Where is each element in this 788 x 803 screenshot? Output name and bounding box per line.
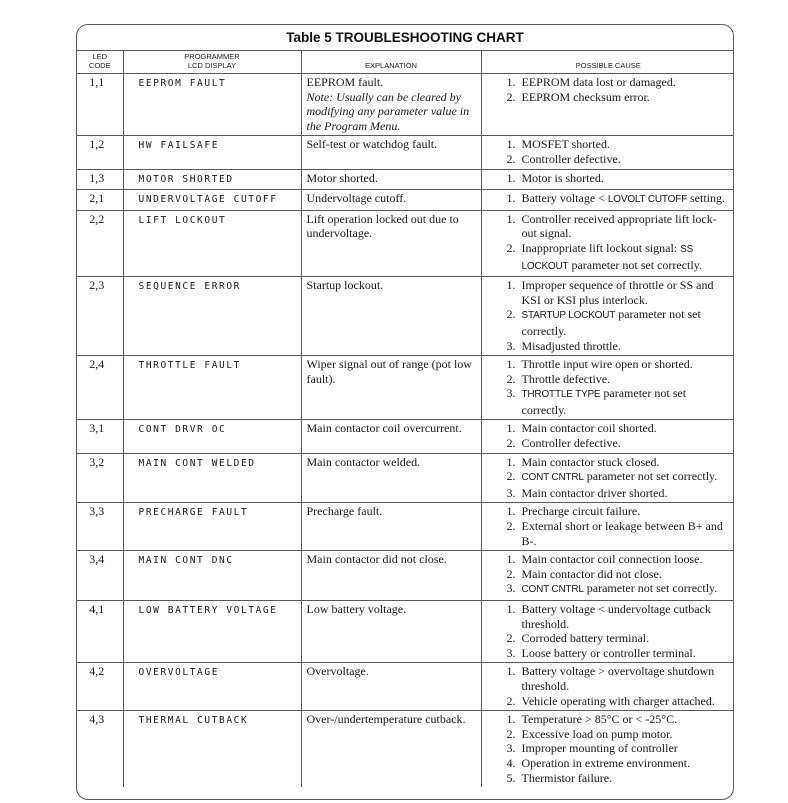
- explanation-cell: [301, 503, 481, 551]
- cause-item: [519, 386, 732, 417]
- lcd-display-cell: SEQUENCE ERROR: [123, 277, 301, 356]
- explanation-text: Self-test or watchdog fault.: [306, 137, 438, 152]
- cause-list: [486, 602, 732, 660]
- cause-list: [486, 664, 732, 708]
- cause-item: 2. Corroded battery terminal.: [519, 631, 732, 646]
- table-row: [77, 551, 734, 601]
- table-row: [77, 601, 734, 663]
- possible-cause-cell: [481, 420, 734, 453]
- cause-item: 1. Improper sequence of throttle or SS and KSI or KSI plus interlock.: [519, 278, 732, 307]
- cause-item: 2. Vehicle operating with charger attached.: [519, 694, 732, 709]
- table-row: [77, 453, 734, 503]
- explanation-cell: [301, 136, 481, 169]
- parameter-name: STARTUP LOCKOUT: [521, 310, 616, 322]
- possible-cause-cell: [481, 601, 734, 663]
- cause-item: 1. Main contactor coil shorted.: [519, 421, 732, 436]
- explanation-cell: [301, 453, 481, 503]
- led-code-cell: 3,4: [77, 551, 123, 601]
- cause-text: parameter not set correctly.: [521, 386, 687, 417]
- explanation-cell: [301, 711, 481, 787]
- possible-cause-cell: [481, 503, 734, 551]
- cause-text: Inappropriate lift lockout signal:: [521, 240, 681, 255]
- table-row: [77, 210, 734, 276]
- explanation-cell: [301, 277, 481, 356]
- cause-text: Battery voltage <: [521, 191, 608, 206]
- cause-item: [519, 581, 732, 598]
- led-code-cell: 3,1: [77, 420, 123, 453]
- lcd-display-cell: UNDERVOLTAGE CUTOFF: [123, 190, 301, 211]
- cause-item: [519, 191, 732, 208]
- table-row: [77, 711, 734, 787]
- cause-item: 1. Throttle input wire open or shorted.: [519, 357, 732, 372]
- possible-cause-cell: [481, 210, 734, 276]
- explanation-cell: [301, 190, 481, 211]
- table-row: [77, 190, 734, 211]
- cause-item: 3. Loose battery or controller terminal.: [519, 646, 732, 661]
- parameter-name: CONT CNTRL: [521, 472, 584, 484]
- cause-text: setting.: [687, 191, 726, 206]
- led-code-cell: 1,3: [77, 169, 123, 190]
- cause-list: [486, 552, 732, 598]
- explanation-cell: [301, 420, 481, 453]
- cause-text: parameter not set correctly.: [583, 469, 718, 484]
- led-code-cell: 3,3: [77, 503, 123, 551]
- cause-text: parameter not set correctly.: [583, 581, 718, 596]
- explanation-cell: [301, 210, 481, 276]
- cause-item: 5. Thermistor failure.: [519, 771, 732, 786]
- header-led-code: LED CODE: [77, 51, 123, 74]
- explanation-text: Wiper signal out of range (pot low fault).: [306, 357, 472, 386]
- cause-list: [486, 421, 732, 450]
- explanation-cell: [301, 551, 481, 601]
- cause-list: [486, 712, 732, 785]
- cause-item: [519, 307, 732, 338]
- table-row: [77, 74, 734, 136]
- cause-item: 1. MOSFET shorted.: [519, 137, 732, 152]
- lcd-display-cell: PRECHARGE FAULT: [123, 503, 301, 551]
- lcd-display-cell: OVERVOLTAGE: [123, 663, 301, 711]
- led-code-cell: 4,1: [77, 601, 123, 663]
- led-code-cell: 4,2: [77, 663, 123, 711]
- explanation-text: Low battery voltage.: [306, 602, 407, 616]
- table-row: [77, 503, 734, 551]
- cause-item: 1. Battery voltage > overvoltage shutdown threshold.: [519, 664, 732, 693]
- cause-item: 1. Controller received appropriate lift lock-out signal.: [519, 212, 732, 241]
- table-row: [77, 169, 734, 190]
- header-possible-cause: POSSIBLE CAUSE: [481, 51, 734, 74]
- lcd-display-cell: MOTOR SHORTED: [123, 169, 301, 190]
- explanation-text: Main contactor welded.: [306, 454, 421, 469]
- table-row: [77, 136, 734, 169]
- cause-item: 2. EEPROM checksum error.: [519, 90, 732, 105]
- explanation-text: Over-/undertemperature cutback.: [306, 712, 466, 727]
- explanation-text: Overvoltage.: [306, 664, 369, 679]
- cause-item: 2. Controller defective.: [519, 152, 732, 167]
- cause-item: 3. Main contactor driver shorted.: [519, 486, 732, 501]
- header-lcd-display: PROGRAMMER LCD DISPLAY: [123, 51, 301, 74]
- table-row: [77, 277, 734, 356]
- possible-cause-cell: [481, 551, 734, 601]
- possible-cause-cell: [481, 169, 734, 190]
- cause-item: 1. Main contactor stuck closed.: [519, 455, 732, 470]
- explanation-text: Undervoltage cutoff.: [306, 191, 407, 206]
- cause-list: [486, 191, 732, 208]
- table-row: [77, 356, 734, 420]
- cause-item: [519, 469, 732, 486]
- cause-item: 2. Excessive load on pump motor.: [519, 727, 732, 742]
- lcd-display-cell: LIFT LOCKOUT: [123, 210, 301, 276]
- cause-list: [486, 75, 732, 104]
- cause-item: 1. Temperature > 85°C or < -25°C.: [519, 712, 732, 727]
- parameter-name: THROTTLE TYPE: [521, 389, 601, 401]
- header-explanation: EXPLANATION: [301, 51, 481, 74]
- cause-item: 4. Operation in extreme environment.: [519, 756, 732, 771]
- cause-item: 2. Throttle defective.: [519, 372, 732, 387]
- table-title: Table 5 TROUBLESHOOTING CHART: [77, 25, 733, 51]
- cause-list: [486, 455, 732, 501]
- cause-item: 1. EEPROM data lost or damaged.: [519, 75, 732, 90]
- possible-cause-cell: [481, 663, 734, 711]
- parameter-name: CONT CNTRL: [521, 584, 584, 596]
- possible-cause-cell: [481, 711, 734, 787]
- explanation-text: Precharge fault.: [306, 504, 383, 519]
- led-code-cell: 2,2: [77, 210, 123, 276]
- cause-item: [519, 241, 732, 274]
- explanation-text: Startup lockout.: [306, 278, 384, 293]
- possible-cause-cell: [481, 136, 734, 169]
- cause-text: parameter not set correctly.: [521, 307, 701, 338]
- possible-cause-cell: [481, 277, 734, 356]
- explanation-cell: [301, 601, 481, 663]
- cause-item: 1. Precharge circuit failure.: [519, 504, 732, 519]
- cause-item: 1. Motor is shorted.: [519, 171, 732, 186]
- lcd-display-cell: THERMAL CUTBACK: [123, 711, 301, 787]
- table-row: [77, 663, 734, 711]
- possible-cause-cell: [481, 74, 734, 136]
- header-row: [77, 51, 734, 74]
- cause-list: [486, 504, 732, 548]
- led-code-cell: 2,4: [77, 356, 123, 420]
- led-code-cell: 1,2: [77, 136, 123, 169]
- cause-list: [486, 171, 732, 186]
- explanation-note: Note: Usually can be cleared by modifying any parameter value in the Program Menu.: [306, 89, 470, 133]
- led-code-cell: 4,3: [77, 711, 123, 787]
- explanation-cell: [301, 169, 481, 190]
- cause-item: 1. Main contactor coil connection loose.: [519, 552, 732, 567]
- explanation-text: EEPROM fault.: [306, 75, 384, 89]
- troubleshooting-table-panel: [76, 24, 734, 800]
- explanation-text: Lift operation locked out due to undervoltage.: [306, 211, 459, 241]
- led-code-cell: 2,3: [77, 277, 123, 356]
- lcd-display-cell: MAIN CONT DNC: [123, 551, 301, 601]
- cause-text: parameter not set correctly.: [568, 257, 702, 272]
- lcd-display-cell: MAIN CONT WELDED: [123, 453, 301, 503]
- possible-cause-cell: [481, 190, 734, 211]
- explanation-text: Motor shorted.: [306, 170, 378, 185]
- possible-cause-cell: [481, 453, 734, 503]
- explanation-text: Main contactor did not close.: [306, 552, 447, 567]
- led-code-cell: 2,1: [77, 190, 123, 211]
- cause-list: [486, 137, 732, 166]
- table-row: [77, 420, 734, 453]
- cause-item: 3. Improper mounting of controller: [519, 741, 732, 756]
- explanation-cell: [301, 356, 481, 420]
- cause-item: 3. Misadjusted throttle.: [519, 339, 732, 354]
- lcd-display-cell: THROTTLE FAULT: [123, 356, 301, 420]
- explanation-cell: [301, 663, 481, 711]
- lcd-display-cell: EEPROM FAULT: [123, 74, 301, 136]
- cause-item: 1. Battery voltage < undervoltage cutback threshold.: [519, 602, 732, 631]
- explanation-cell: [301, 74, 481, 136]
- cause-list: [486, 212, 732, 274]
- lcd-display-cell: CONT DRVR OC: [123, 420, 301, 453]
- explanation-text: Main contactor coil overcurrent.: [306, 421, 462, 436]
- lcd-display-cell: LOW BATTERY VOLTAGE: [123, 601, 301, 663]
- parameter-name: LOVOLT CUTOFF: [607, 194, 688, 206]
- cause-item: 2. Main contactor did not close.: [519, 567, 732, 582]
- possible-cause-cell: [481, 356, 734, 420]
- cause-item: 2. External short or leakage between B+ and B-.: [519, 519, 732, 548]
- cause-item: 2. Controller defective.: [519, 436, 732, 451]
- troubleshooting-table: [77, 51, 734, 787]
- cause-list: [486, 357, 732, 417]
- led-code-cell: 1,1: [77, 74, 123, 136]
- cause-list: [486, 278, 732, 353]
- lcd-display-cell: HW FAILSAFE: [123, 136, 301, 169]
- led-code-cell: 3,2: [77, 453, 123, 503]
- parameter-name: SS LOCKOUT: [521, 243, 694, 272]
